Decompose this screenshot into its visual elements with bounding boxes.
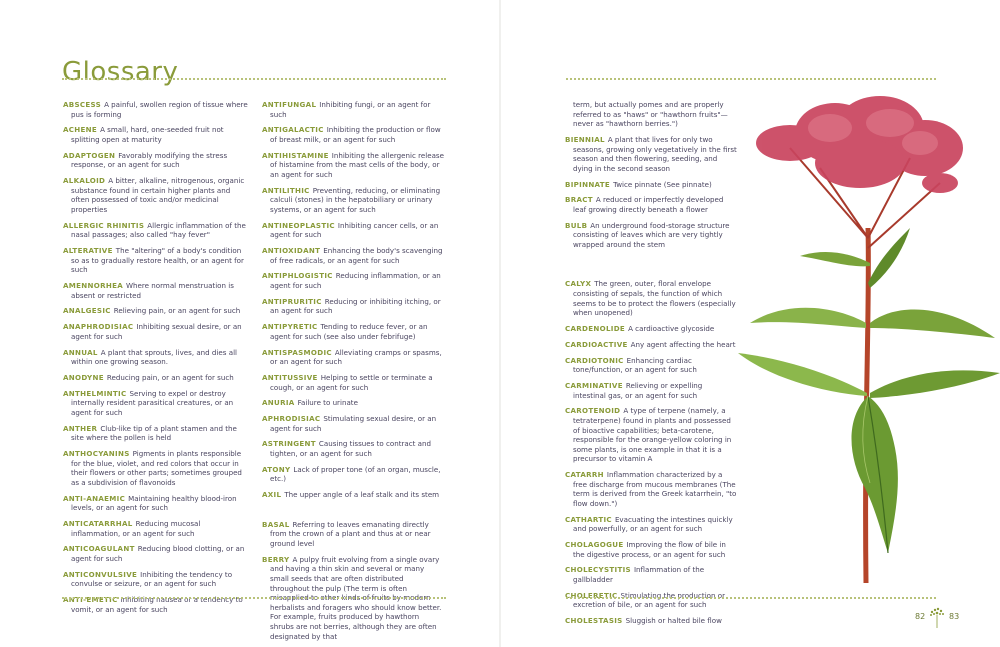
entry-definition: A plant that lives for only two seasons, growing only vegetatively in the first season and then flowering, seeding, and dying in the second season: [573, 134, 737, 173]
entry-definition: Improving the flow of bile in the digestive process, or an agent for such: [573, 540, 726, 559]
glossary-entry: [262, 439, 444, 458]
entry-term: ANTICATARRHAL: [63, 519, 133, 528]
entry-term: ANALGESIC: [63, 306, 111, 316]
glossary-entry: [565, 565, 737, 584]
glossary-entry: [262, 186, 444, 215]
glossary-entry: [262, 322, 444, 341]
glossary-entry: [565, 340, 737, 350]
dotted-rule-top-left: [62, 78, 446, 80]
glossary-entry: [565, 591, 737, 610]
entry-definition: Favorably modifying the stress response, or an agent for such: [71, 150, 228, 170]
glossary-entry: [63, 322, 248, 341]
entry-definition: Inflammation of the gallbladder: [573, 565, 705, 584]
glossary-entry: [63, 100, 248, 119]
entry-definition: Enhancing the body's scavenging of free radicals, or an agent for such: [270, 246, 443, 265]
entry-term: CARDIOACTIVE: [565, 339, 628, 349]
entry-term: ANTIOXIDANT: [262, 246, 321, 256]
entry-term: CATARRH: [565, 470, 604, 480]
entry-term: ANTIGALACTIC: [262, 125, 324, 135]
glossary-entry: [262, 348, 444, 367]
dotted-rule-top-right: [566, 78, 936, 80]
glossary-entry: [262, 125, 444, 144]
entry-term: CARDIOTONIC: [565, 355, 624, 365]
entry-definition: Inflammation characterized by a free discharge from mucous membranes (The term is derived from the Greek katarrhein, "to flow down."): [573, 470, 737, 508]
entry-definition: A small, hard, one-seeded fruit not splitting open at maturity: [71, 125, 224, 144]
entry-term: ANTIPYRETIC: [262, 322, 318, 332]
entry-term: ANTIPRURITIC: [262, 296, 322, 306]
glossary-entry: [262, 490, 444, 500]
glossary-entry: [63, 125, 248, 144]
glossary-entry: [565, 180, 737, 190]
entry-term: CATHARTIC: [565, 514, 612, 524]
glossary-entry: [63, 306, 248, 316]
entry-definition: Referring to leaves emanating directly from the crown of a plant and thus at or near ground level: [270, 519, 431, 548]
entry-definition: Reducing pain, or an agent for such: [106, 372, 234, 382]
glossary-column-3: [565, 100, 737, 632]
entry-term: CHOLECYSTITIS: [565, 565, 631, 575]
entry-term: APHRODISIAC: [262, 414, 321, 424]
entry-term: BULB: [565, 220, 588, 230]
entry-term: AXIL: [262, 490, 282, 500]
entry-term: ANTINEOPLASTIC: [262, 220, 335, 230]
entry-definition: Reducing blood clotting, or an agent for such: [71, 544, 245, 563]
entry-definition: Reducing or inhibiting itching, or an agent for such: [270, 296, 441, 316]
glossary-entry: [262, 271, 444, 290]
entry-term: ANAPHRODISIAC: [63, 322, 134, 332]
glossary-column-2: [262, 100, 444, 647]
glossary-entry: [63, 373, 248, 383]
entry-definition: Sluggish or halted bile flow: [625, 616, 722, 626]
glossary-entry: [262, 221, 444, 240]
entry-definition: Maintaining healthy blood-iron levels, or an agent for such: [71, 493, 237, 513]
entry-definition: Reducing mucosal inflammation, or an agent for such: [71, 519, 201, 538]
entry-term: ANTITUSSIVE: [262, 372, 318, 382]
entry-definition: Inhibiting the tendency to convulse or seizure, or an agent for such: [71, 569, 233, 589]
glossary-entry: [63, 389, 248, 418]
entry-definition: A pulpy fruit evolving from a single ovary and having a thin skin and several or many small seeds that are often distributed throughout the pulp (The term is often misapplied to other kinds of fruits by modern herbalists and foragers who should know better. For example, fruits produced by hawthorn shrubs are not berries, although they are often designated by that: [270, 554, 442, 641]
entry-term: ANTISPASMODIC: [262, 347, 332, 357]
entry-term: ANTI-EMETIC: [63, 595, 118, 605]
entry-definition: Stimulating the production or excretion of bile, or an agent for such: [573, 590, 726, 610]
entry-term: CALYX: [565, 279, 592, 289]
entry-term: ANTILITHIC: [262, 185, 310, 195]
entry-definition: A plant that sprouts, lives, and dies all within one growing season.: [71, 347, 238, 367]
entry-definition: A bitter, alkaline, nitrogenous, organic substance found in certain higher plants and often possessed of toxic and/or medicinal properties: [71, 176, 245, 214]
glossary-entry: [262, 100, 444, 119]
entry-term: ANTHELMINTIC: [63, 388, 127, 398]
entry-definition: An underground food-storage structure consisting of leaves which are very tightly wrapped around the stem: [573, 220, 730, 249]
entry-definition: A cardioactive glycoside: [628, 324, 715, 334]
glossary-entry: [565, 195, 737, 214]
entry-term: ALTERATIVE: [63, 246, 113, 256]
glossary-column-1: [63, 100, 248, 621]
entry-term: AMENNORHEA: [63, 281, 124, 291]
entry-definition: Twice pinnate (See pinnate): [613, 179, 712, 189]
entry-definition: Inhibiting fungi, or an agent for such: [270, 100, 431, 119]
entry-definition: A type of terpene (namely, a tetraterpene) found in plants and possessed of bioactive capabilities; beta-carotene, responsible for the orange-yellow coloring in some plants, is one example in that it is a precursor to vitamin A: [573, 406, 732, 464]
page-title: Glossary: [62, 57, 179, 88]
glossary-entry: [262, 398, 444, 408]
entry-definition: Causing tissues to contract and tighten, or an agent for such: [270, 439, 432, 459]
page-number-right: 83: [949, 612, 960, 621]
entry-term: CARDENOLIDE: [565, 324, 626, 334]
entry-term: CHOLERETIC: [565, 590, 618, 600]
entry-definition: Inhibiting sexual desire, or an agent for such: [71, 322, 242, 341]
entry-definition: Any agent affecting the heart: [630, 339, 736, 349]
glossary-entry: [565, 616, 737, 626]
page-number-left: 82: [915, 612, 926, 621]
glossary-entry: [565, 221, 737, 250]
entry-term: ALKALOID: [63, 176, 106, 186]
entry-definition: Lack of proper tone (of an organ, muscle, etc.): [270, 464, 441, 484]
entry-definition: Enhancing cardiac tone/function, or an agent for such: [573, 355, 697, 375]
entry-definition: Where normal menstruation is absent or restricted: [71, 281, 234, 300]
glossary-entry: [63, 176, 248, 214]
entry-definition: Inhibiting the allergenic release of histamine from the mast cells of the body, or an agent for such: [270, 150, 444, 179]
entry-term: ANTICONVULSIVE: [63, 569, 138, 579]
entry-definition: The "altering" of a body's condition so as to gradually restore health, or an agent for such: [71, 246, 244, 275]
entry-definition: Inhibiting the production or flow of breast milk, or an agent for such: [270, 125, 441, 144]
entry-definition: Evacuating the intestines quickly and powerfully, or an agent for such: [573, 514, 733, 534]
entry-term: BASAL: [262, 519, 290, 529]
flowering-plant-illustration: [730, 88, 1000, 588]
entry-definition: A reduced or imperfectly developed leaf growing directly beneath a flower: [573, 195, 724, 214]
glossary-entry: [262, 297, 444, 316]
entry-term: ANTI-ANAEMIC: [63, 493, 126, 503]
glossary-entry: [262, 151, 444, 180]
entry-definition: Serving to expel or destroy internally resident parasitical creatures, or an agent for such: [71, 388, 234, 417]
dotted-rule-bottom-right: [566, 597, 936, 599]
entry-term: CARMINATIVE: [565, 380, 623, 390]
glossary-entry: [63, 151, 248, 170]
entry-term: ATONY: [262, 464, 291, 474]
entry-definition: Tending to reduce fever, or an agent for such (see also under febrifuge): [270, 322, 428, 341]
entry-term: BERRY: [262, 554, 290, 564]
entry-term: ABSCESS: [63, 100, 102, 109]
entry-definition: term, but actually pomes and are properly referred to as "haws" or "hawthorn fruits"—never as "hawthorn berries."): [573, 100, 728, 129]
entry-definition: Relieving pain, or an agent for such: [113, 306, 241, 316]
entry-term: ACHENE: [63, 125, 98, 135]
glossary-entry: [63, 449, 248, 487]
glossary-entry: [63, 494, 248, 513]
glossary-entry: [63, 246, 248, 275]
glossary-entry: [565, 324, 737, 334]
entry-definition: Allergic inflammation of the nasal passages; also called "hay fever": [71, 220, 246, 240]
entry-term: ANTHER: [63, 423, 98, 433]
glossary-entry: [262, 465, 444, 484]
entry-definition: Pigments in plants responsible for the blue, violet, and red colors that occur in their flowers or other parts; sometimes grouped as a subdivision of flavonoids: [71, 449, 242, 487]
entry-definition: Alleviating cramps or spasms, or an agent for such: [270, 347, 442, 367]
entry-definition: Club-like tip of a plant stamen and the site where the pollen is held: [71, 423, 237, 443]
entry-term: ANNUAL: [63, 347, 98, 357]
entry-term: ALLERGIC RHINITIS: [63, 220, 145, 230]
entry-term: ADAPTOGEN: [63, 150, 116, 160]
entry-term: CHOLAGOGUE: [565, 540, 624, 550]
entry-term: BIPINNATE: [565, 179, 611, 189]
glossary-entry: [63, 348, 248, 367]
entry-definition: Relieving or expelling intestinal gas, or an agent for such: [573, 380, 703, 400]
glossary-entry: [565, 135, 737, 173]
entry-definition: Preventing, reducing, or eliminating calculi (stones) in the hepatobiliary or urinary systems, or an agent for such: [270, 185, 441, 214]
glossary-entry: [565, 381, 737, 400]
flower-ornament-icon: [929, 607, 945, 629]
glossary-entry: [565, 406, 737, 464]
page-gutter: [499, 0, 501, 647]
entry-term: BIENNIAL: [565, 134, 605, 144]
entry-definition: Inhibiting nausea or a tendency to vomit, or an agent for such: [71, 595, 243, 614]
glossary-entry: [63, 570, 248, 589]
entry-term: ANURIA: [262, 398, 295, 408]
glossary-entry: [63, 221, 248, 240]
glossary-entry: [565, 356, 737, 375]
glossary-entry: [565, 515, 737, 534]
entry-term: ANTIFUNGAL: [262, 100, 317, 109]
entry-definition: Inhibiting cancer cells, or an agent for such: [270, 220, 439, 240]
entry-term: ANODYNE: [63, 372, 104, 382]
glossary-entry: [262, 246, 444, 265]
glossary-entry: [565, 470, 737, 508]
entry-term: CAROTENOID: [565, 406, 621, 416]
glossary-entry: [565, 279, 737, 317]
glossary-entry: [262, 520, 444, 549]
entry-term: BRACT: [565, 195, 593, 205]
entry-term: ANTIPHLOGISTIC: [262, 271, 333, 281]
glossary-entry: [63, 281, 248, 300]
glossary-entry: [63, 424, 248, 443]
entry-definition: Helping to settle or terminate a cough, or an agent for such: [270, 372, 433, 392]
entry-definition: Failure to urinate: [297, 398, 358, 408]
entry-definition: The green, outer, floral envelope consisting of sepals, the function of which seems to be to protect the flowers (especially when unopened): [573, 279, 736, 318]
glossary-entry: [63, 544, 248, 563]
glossary-entry: [63, 519, 248, 538]
entry-definition: Reducing inflammation, or an agent for such: [270, 271, 441, 291]
entry-definition: A painful, swollen region of tissue where pus is forming: [71, 100, 248, 119]
dotted-rule-bottom-left: [62, 597, 446, 599]
entry-definition: The upper angle of a leaf stalk and its stem: [284, 490, 440, 500]
glossary-entry: [262, 414, 444, 433]
entry-term: ANTICOAGULANT: [63, 544, 135, 554]
entry-term: ASTRINGENT: [262, 439, 316, 449]
entry-term: ANTIHISTAMINE: [262, 150, 329, 160]
entry-term: CHOLESTASIS: [565, 616, 623, 626]
entry-definition: Stimulating sexual desire, or an agent for such: [270, 414, 437, 433]
glossary-entry: [565, 540, 737, 559]
glossary-entry-continuation: [565, 100, 737, 129]
entry-term: ANTHOCYANINS: [63, 449, 130, 459]
glossary-entry: [262, 373, 444, 392]
